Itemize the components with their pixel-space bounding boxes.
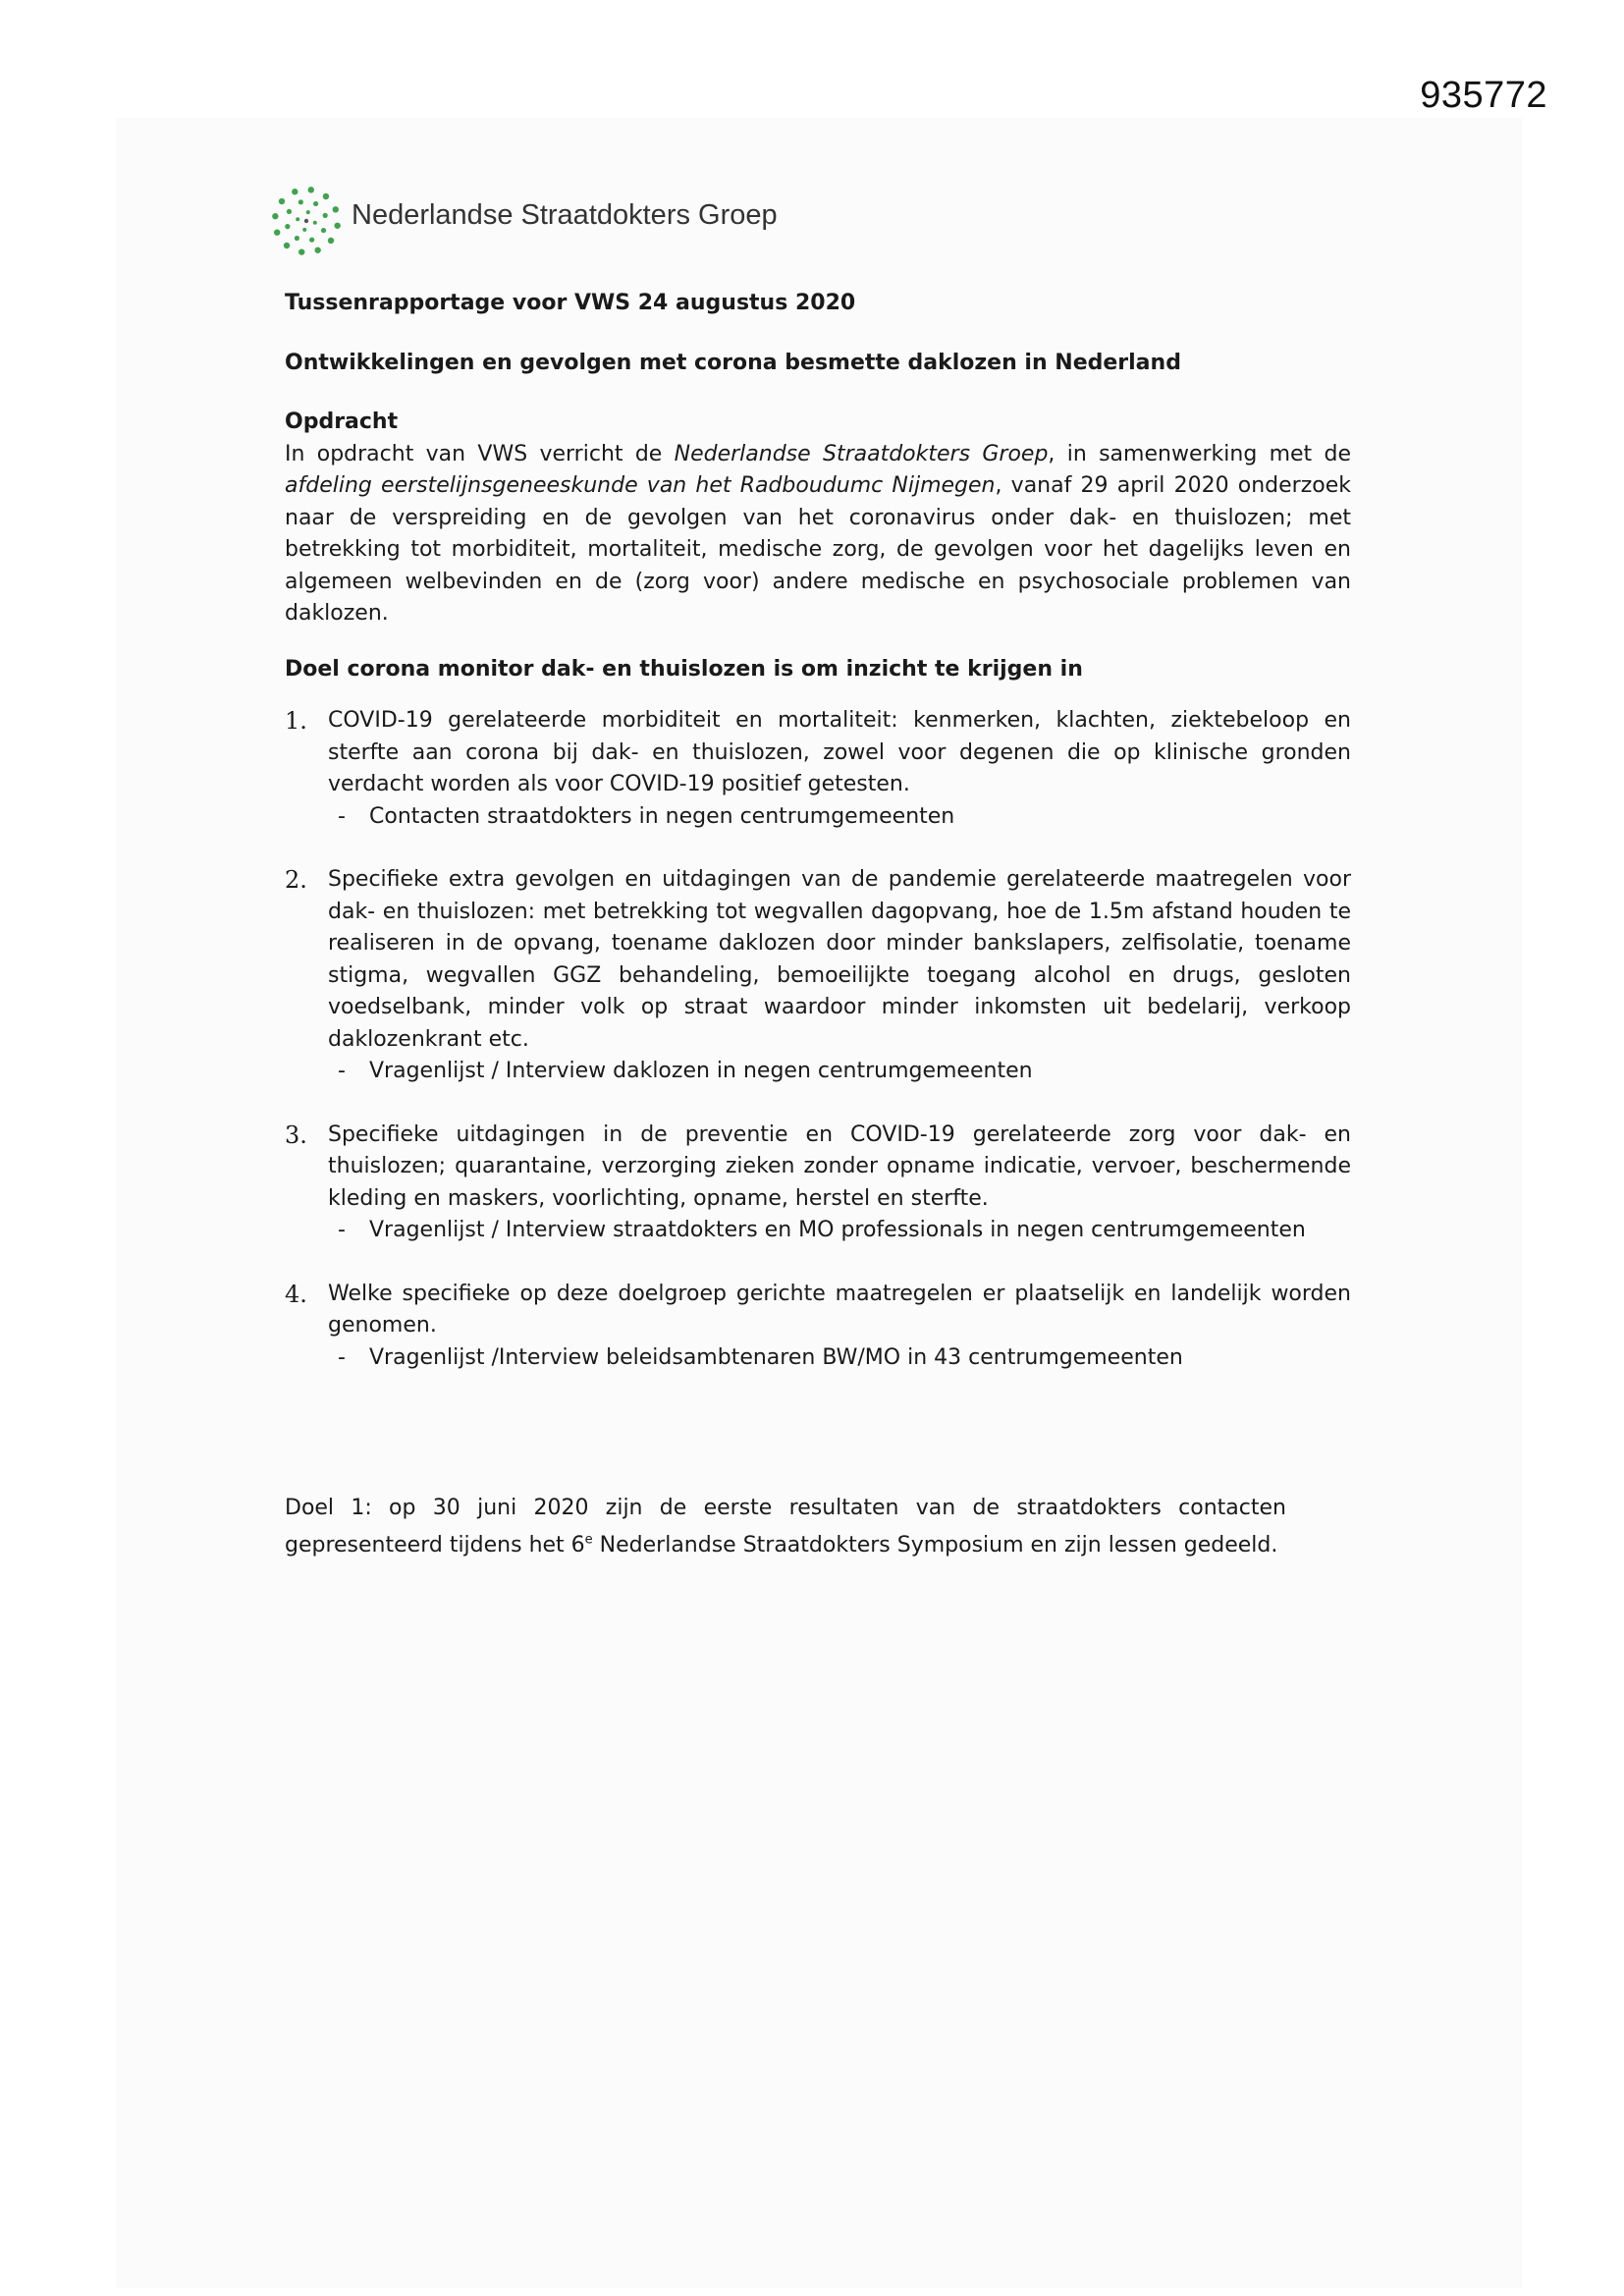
footer-text-part: Doel 1: op 30 juni 2020 zijn de eerste resultaten van de straatdokters contacten gepresenteerd tijdens het 6 [285, 1496, 1286, 1558]
goal-heading: Doel corona monitor dak- en thuislozen is om inzicht te krijgen in [285, 656, 1083, 682]
goal-text: Specifieke extra gevolgen en uitdagingen van de pandemie gerelateerde maatregelen voor dak- en thuislozen: met betrekking tot wegvallen dagopvang, hoe de 1.5m afstand houden te realiseren in de opvang, toename daklozen door minder bankslapers, zelfisolatie, toename stigma, wegvallen GGZ behandeling, bemoeilijkte toegang alcohol en drugs, gesloten voedselbank, minder volk op straat waardoor minder inkomsten uit bedelarij, verkoop daklozenkrant etc. [328, 867, 1351, 1052]
logo-dot [333, 206, 339, 212]
goal-item [285, 1120, 1351, 1247]
organization-name: Nederlandse Straatdokters Groep [352, 198, 778, 231]
goal-method-text: Vragenlijst / Interview straatdokters en MO professionals in negen centrumgemeenten [369, 1218, 1306, 1242]
dash-bullet: - [338, 803, 346, 829]
goal-method [328, 1056, 1351, 1088]
logo-dot [323, 213, 328, 218]
organization-logo [267, 182, 778, 260]
logo-dot [334, 223, 340, 229]
logo-dot [302, 228, 306, 232]
document-subtitle: Ontwikkelingen en gevolgen met corona besmette daklozen in Nederland [285, 350, 1181, 375]
logo-dot [306, 210, 310, 214]
logo-dot [292, 189, 298, 194]
logo-dot [272, 213, 278, 219]
goal-method-text: Contacten straatdokters in negen centrumgemeenten [369, 803, 955, 829]
goal-item [285, 864, 1351, 1088]
logo-dot [309, 238, 314, 243]
logo-dot [321, 228, 326, 233]
goal-method [328, 1342, 1351, 1375]
assignment-department: afdeling eerstelijnsgeneeskunde van het Radboudumc Nijmegen [285, 473, 996, 498]
goal-text: COVID-19 gerelateerde morbiditeit en mortaliteit: kenmerken, klachten, ziektebeloop en sterfte aan corona bij dak- en thuislozen, zowel voor degenen die op klinische gronden verdacht worden als voor COVID-19 positief getesten. [328, 708, 1351, 796]
goals-list [285, 705, 1351, 1374]
logo-dot [308, 187, 314, 192]
goal-text: Welke specifieke op deze doelgroep gerichte maatregelen er plaatselijk en landelijk worden genomen. [328, 1281, 1351, 1338]
logo-dot [296, 217, 299, 221]
logo-dot [287, 209, 292, 214]
dash-bullet: - [338, 1344, 346, 1370]
green-dots-circle-icon [267, 182, 346, 260]
goal-number: 3. [285, 1121, 307, 1149]
assignment-text-part: , vanaf 29 april 2020 onderzoek naar de verspreiding en de gevolgen van het coronavirus onder dak- en thuislozen; met betrekking tot morbiditeit, mortaliteit, medische zorg, de gevolgen voor het dagelijks leven en algemeen welbevinden en de (zorg voor) andere medische en psychosociale problemen van daklozen. [285, 473, 1351, 626]
document-body [285, 288, 1351, 1564]
footer-superscript: e [584, 1532, 593, 1548]
footer-paragraph [285, 1490, 1286, 1564]
logo-dot [274, 229, 280, 235]
dash-bullet: - [338, 1218, 346, 1242]
logo-dot [298, 199, 303, 204]
goal-text: Specifieke uitdagingen in de preventie en COVID-19 gerelateerde zorg voor dak- en thuislozen; quarantaine, verzorging zieken zonder opname indicatie, vervoer, beschermende kleding en maskers, voorlichting, opname, herstel en sterfte. [328, 1121, 1351, 1211]
goal-item [285, 1279, 1351, 1375]
logo-center-dot [304, 219, 308, 223]
logo-dot [313, 221, 317, 225]
logo-dot [328, 238, 334, 244]
footer-text-part: Nederlandse Straatdokters Symposium en zijn lessen gedeeld. [592, 1533, 1278, 1558]
dash-bullet: - [338, 1059, 346, 1083]
goal-number: 1. [285, 707, 307, 735]
assignment-org-name: Nederlandse Straatdokters Groep [674, 441, 1049, 466]
assignment-heading: Opdracht [285, 410, 399, 434]
goal-method-text: Vragenlijst / Interview daklozen in negen centrumgemeenten [369, 1059, 1033, 1083]
assignment-paragraph [285, 439, 1351, 630]
logo-dot [298, 248, 304, 254]
goal-item [285, 705, 1351, 833]
logo-dot [279, 198, 285, 204]
document-title: Tussenrapportage voor VWS 24 augustus 2020 [285, 291, 856, 315]
goal-method [328, 801, 1351, 834]
logo-dot [323, 193, 329, 199]
assignment-text-part: In opdracht van VWS verricht de [285, 441, 675, 466]
document-id-number: 935772 [1420, 75, 1547, 116]
logo-dot [284, 243, 290, 248]
goal-method-text: Vragenlijst /Interview beleidsambtenaren BW/MO in 43 centrumgemeenten [369, 1344, 1183, 1370]
goal-number: 2. [285, 866, 307, 894]
logo-dot [295, 236, 299, 241]
goal-number: 4. [285, 1280, 307, 1308]
logo-dot [285, 224, 290, 229]
logo-dot [314, 247, 320, 253]
goal-method [328, 1215, 1351, 1247]
assignment-text-part: , in samenwerking met de [1048, 441, 1351, 466]
logo-dot [313, 201, 318, 206]
